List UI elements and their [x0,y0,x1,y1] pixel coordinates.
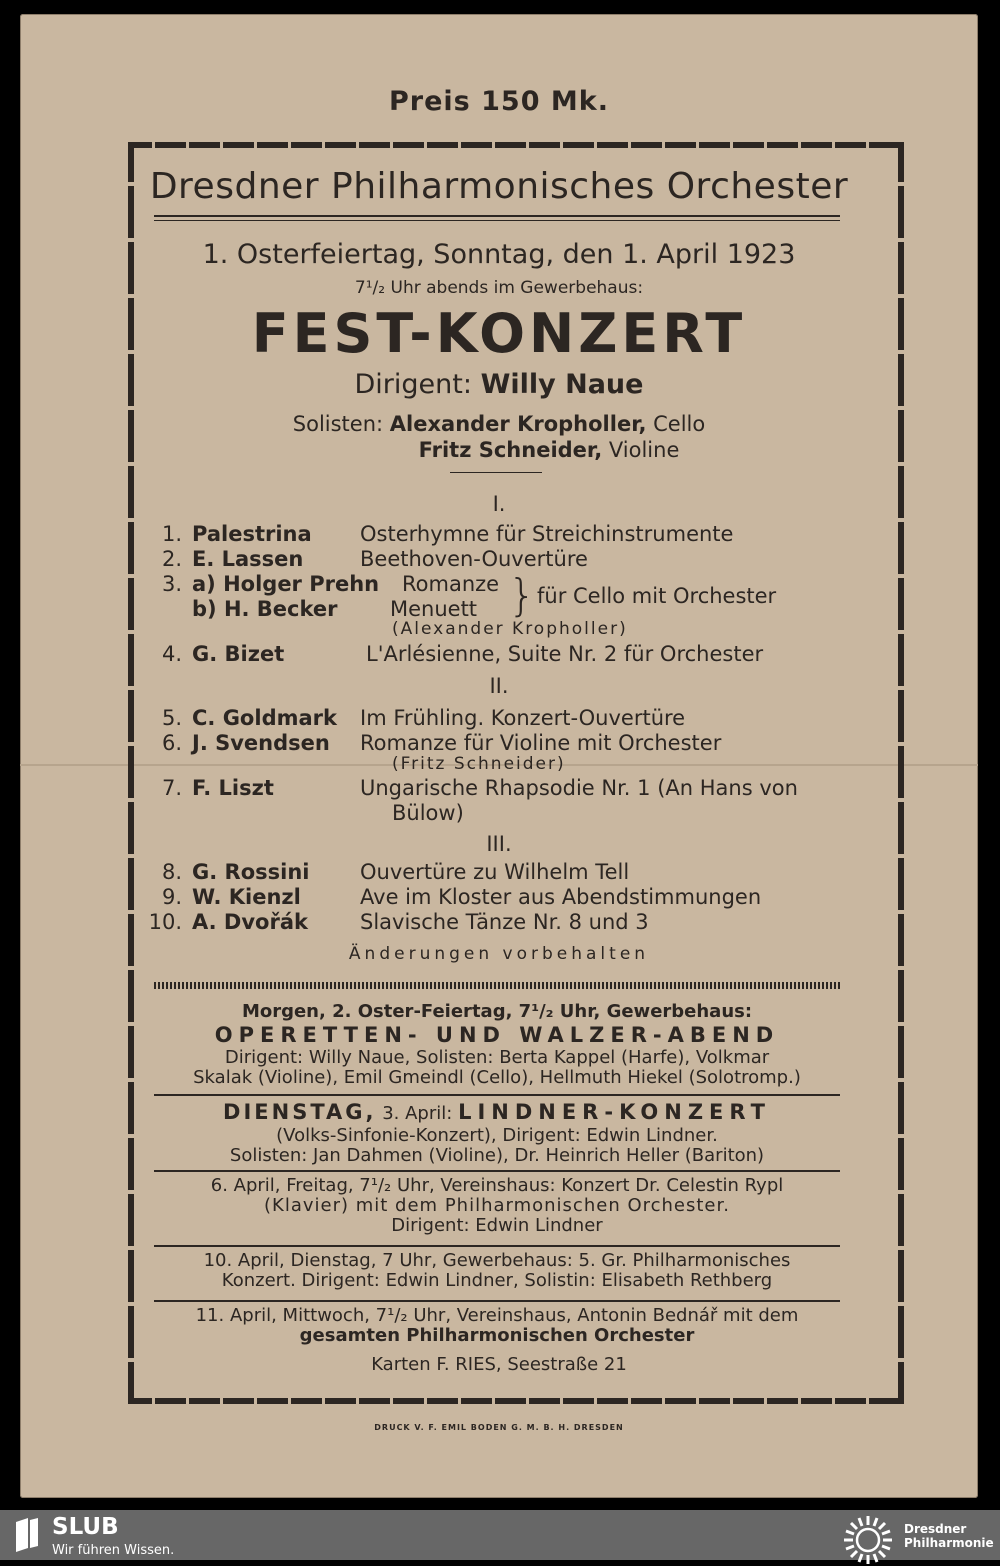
program-composer: Palestrina [192,522,312,546]
announcement-line: 10. April, Dienstag, 7 Uhr, Gewerbehaus: 5. Gr. Philharmonisches [203,1250,791,1271]
soloists-label: Solisten: [292,412,384,436]
program-number: 10. [148,910,182,934]
program-number: 8. [161,860,182,884]
program-number: 3. [161,572,182,596]
announcement-line: gesamten Philharmonischen Orchester [299,1325,695,1346]
soloist-1-name: Alexander Kropholler, [389,412,647,436]
frame-top [130,142,904,148]
part-three-heading: III. [486,832,512,856]
soloist-line-2 [20,438,978,462]
program-composer: W. Kienzl [192,885,301,909]
footer-bar [0,1510,1000,1560]
program-number: 4. [161,642,182,666]
program-number: 5. [161,706,182,730]
announcement-headline [154,1100,840,1126]
separator [154,1094,840,1096]
conductor-label: Dirigent: [354,369,472,400]
program-work: Menuett [390,597,478,621]
program-work: Ouvertüre zu Wilhelm Tell [360,860,630,884]
concert-date: 1. Osterfeiertag, Sonntag, den 1. April 1923 [202,239,796,270]
program-work: Ave im Kloster aus Abendstimmungen [360,885,762,909]
announcement-bednar [154,1306,840,1346]
ticket-info: Karten F. RIES, Seestraße 21 [371,1354,627,1375]
conductor-line [20,369,978,400]
price: Preis 150 Mk. [389,86,609,117]
concert-title: FEST-KONZERT [251,302,747,365]
conductor-name: Willy Naue [480,369,644,400]
concert-time: 7¹/₂ Uhr abends im Gewerbehaus: [354,278,644,298]
divider [450,472,542,473]
slub-logo-text[interactable]: SLUB [52,1514,119,1540]
slub-logo-icon [14,1518,40,1552]
dp-line-2: Philharmonie [904,1536,994,1550]
program-number: 6. [161,731,182,755]
program-composer: b) H. Becker [192,597,338,621]
printer-imprint: DRUCK V. F. EMIL BODEN G. M. B. H. DRESDEN [374,1423,624,1432]
program-composer: G. Bizet [192,642,285,666]
announcement-line: (Klavier) mit dem Philharmonischen Orchester. [264,1195,730,1216]
program-work: Romanze [402,572,500,596]
program-sheet [20,14,978,1498]
program-composer: a) Holger Prehn [192,572,380,596]
program-composer: A. Dvořák [192,910,308,934]
part-one-heading: I. [492,492,506,516]
program-work: Im Frühling. Konzert-Ouvertüre [360,706,686,730]
announcement-line: Dirigent: Willy Naue, Solisten: Berta Kappel (Harfe), Volkmar [224,1047,770,1068]
program-composer: E. Lassen [192,547,304,571]
program-work: Beethoven-Ouvertüre [360,547,588,571]
separator [154,1170,840,1172]
dresdner-philharmonie-logo-icon [842,1514,894,1566]
announcement-lindner [154,1100,840,1166]
program-number: 2. [161,547,182,571]
program-work-continued: Bülow) [392,801,464,825]
frame-bottom [130,1398,904,1404]
program-composer: C. Goldmark [192,706,337,730]
announcement-title: OPERETTEN- UND WALZER-ABEND [214,1023,780,1047]
orchestra-header: Dresdner Philharmonisches Orchester [149,166,849,207]
soloist-line-1 [20,412,978,436]
program-composer: J. Svendsen [192,731,330,755]
program-number: 1. [161,522,182,546]
dp-line-1: Dresdner [904,1522,967,1536]
dresdner-philharmonie-logo-text[interactable] [904,1522,994,1550]
announcement-line: 11. April, Mittwoch, 7¹/₂ Uhr, Vereinshaus, Antonin Bednář mit dem [195,1305,799,1326]
separator [154,1300,840,1302]
announcement-line: (Volks-Sinfonie-Konzert), Dirigent: Edwin Lindner. [276,1125,718,1146]
program-work: L'Arlésienne, Suite Nr. 2 für Orchester [366,642,764,666]
program-work: Slavische Tänze Nr. 8 und 3 [360,910,649,934]
program-soloist-note: (Fritz Schneider) [392,754,566,774]
announcement-philharmonic [154,1251,840,1291]
header-rule [154,215,840,217]
program-soloist-note: (Alexander Kropholler) [392,619,628,639]
slub-tagline: Wir führen Wissen. [52,1543,175,1558]
program-number: 9. [161,885,182,909]
announcement-line: Konzert. Dirigent: Edwin Lindner, Solistin: Elisabeth Rethberg [221,1270,773,1291]
announcement-line: 6. April, Freitag, 7¹/₂ Uhr, Vereinshaus: Konzert Dr. Celestin Rypl [210,1175,784,1196]
announcement-line: Solisten: Jan Dahmen (Violine), Dr. Heinrich Heller (Bariton) [229,1145,765,1166]
announcement-line: Morgen, 2. Oster-Feiertag, 7¹/₂ Uhr, Gewerbehaus: [241,1001,753,1022]
program-work: Romanze für Violine mit Orchester [360,731,722,755]
announcement-day: DIENSTAG, [223,1100,377,1124]
program-composer: G. Rossini [192,860,310,884]
part-two-heading: II. [489,674,509,698]
program-work: Osterhymne für Streichinstrumente [360,522,734,546]
separator [154,1245,840,1247]
header-rule-2 [154,220,840,221]
soloist-2-instrument: Violine [608,438,680,462]
announcement-line: Skalak (Violine), Emil Gmeindl (Cello), Hellmuth Hiekel (Solotromp.) [193,1067,801,1088]
soloist-1-instrument: Cello [653,412,706,436]
announcement-title: LINDNER-KONZERT [458,1100,771,1124]
program-work: Ungarische Rhapsodie Nr. 1 (An Hans von [360,776,798,800]
program-work-extra: für Cello mit Orchester [537,584,777,608]
changes-note: Änderungen vorbehalten [348,944,650,964]
announcement-date: 3. April: [382,1103,453,1124]
announcement-rypl [154,1176,840,1236]
soloist-2-name: Fritz Schneider, [418,438,603,462]
brace: } [508,570,536,621]
announcement-line: Dirigent: Edwin Lindner [391,1215,603,1236]
program-composer: F. Liszt [192,776,274,800]
announcement-operetta [154,1002,840,1088]
program-number: 7. [161,776,182,800]
dotted-rule [154,982,840,989]
